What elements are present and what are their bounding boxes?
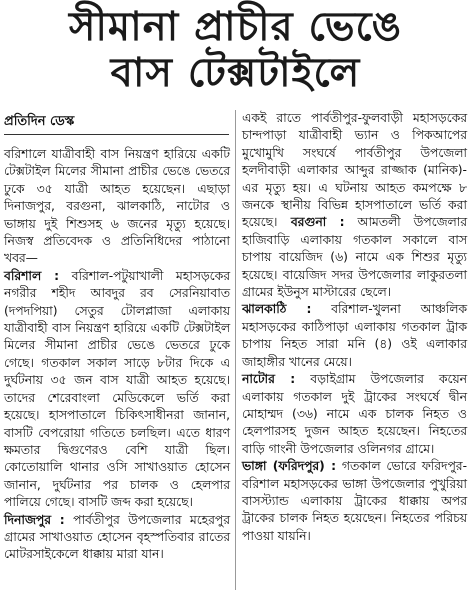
dinajpur-paragraph — [4, 512, 230, 564]
bhanga-text: গতকাল ভোরে ফরিদপুর- বরিশাল মহাসড়কের ভাঙ্গা উপজেলার পুখুরিয়া বাসস্ট্যান্ড এলাকায় ট্রাকের ধাক্কায় অপর ট্রাকের চালক নিহত হয়েছেন। নিহতের পরিচয় পাওয়া যায়নি। — [242, 459, 468, 543]
headline-line-1: সীমানা প্রাচীর ভেঙে — [69, 4, 402, 50]
natore-label: নাটোর : — [242, 372, 296, 387]
headline — [0, 4, 471, 96]
intro-paragraph: বরিশালে যাত্রীবাহী বাস নিয়ন্ত্রণ হারিয়ে একটি টেক্সটাইল মিলের সীমানা প্রাচীর ভেঙে ভেতরে ঢুকে ৩৫ যাত্রী আহত হয়েছেন। এছাড়া দিনাজপুর, বরগুনা, ঝালকাঠি, নাটোর ও ভাঙ্গায় দুই শিশুসহ ৬ জনের মৃত্যু হয়েছে। নিজস্ব প্রতিবেদক ও প্রতিনিধিদের পাঠানো খবর— — [4, 147, 230, 266]
barisal-label: বরিশাল : — [4, 268, 60, 283]
jhalokathi-paragraph — [242, 301, 467, 371]
byline-desk: প্রতিদিন ডেস্ক — [4, 114, 229, 135]
parbatipur-text: একই রাতে পার্বতীপুর-ফুলবাড়ী মহাসড়কের চান্দপাড়া যাত্রীবাহী ভ্যান ও পিকআপের মুখোমুখি সংঘর্ষে পার্বতীপুর উপজেলা হলদীবাড়ী এলাকার আব্দুর রাজ্জাক (মানিক)-এর মৃত্যু হয়। এ ঘটনায় আহত কমপক্ষে ৮ জনকে স্থানীয় বিভিন্ন হাসপাতালে ভর্তি করা হয়েছে। — [242, 111, 467, 230]
column-divider — [235, 110, 236, 590]
column-right — [242, 110, 467, 545]
natore-paragraph — [242, 371, 467, 458]
dinajpur-label: দিনাজপুর : — [4, 512, 65, 527]
bhanga-paragraph — [242, 458, 467, 545]
barisal-paragraph — [4, 268, 230, 512]
parbatipur-paragraph — [242, 110, 467, 301]
column-left — [4, 146, 230, 564]
natore-text: বড়াইগ্রাম উপজেলার কয়েন এলাকায় গতকাল দুই ট্রাকের সংঘর্ষে দ্বীন মোহাম্মদ (৩৬) নামে এক চালক নিহত ও হেলপারসহ দুজন আহত হয়েছেন। নিহতের বাড়ি গাংনী উপজেলার ওলিনগর গ্রামে। — [242, 372, 468, 456]
headline-line-2: বাস টেক্সটাইলে — [110, 50, 361, 96]
barisal-text: বরিশাল-পটুয়াখালী মহাসড়কের নগরীর শহীদ আবদুর রব সেরনিয়াবাত (দপদপিয়া) সেতুর টোলপ্লাজা এলাকায় যাত্রীবাহী বাস নিয়ন্ত্রণ হারিয়ে একটি টেক্সটাইল মিলের সীমানা প্রাচীর ভেঙে ভেতরে ঢুকে গেছে। গতকাল সকাল সাড়ে ৮টার দিকে এ দুর্ঘটনায় ৩৫ জন বাস যাত্রী আহত হয়েছে। তাদের শেরেবাংলা মেডিকেলে ভর্তি করা হয়েছে। হাসপাতালে চিকিৎসাধীনরা জানান, বাসটি বেপরোয়া গতিতে চলছিল। এতে ধারণ ক্ষমতার দ্বিগুণেরও বেশি যাত্রী ছিল। কোতোয়ালি থানার ওসি সাখাওয়াত হোসেন জানান, দুর্ঘটনার পর চালক ও হেলপার পালিয়ে গেছে। বাসটি জব্দ করা হয়েছে। — [4, 268, 230, 510]
barguna-text: আমতলী উপজেলার হাজিবাড়ি এলাকায় গতকাল সকালে বাস চাপায় বায়েজিদ (৬) নামে এক শিশুর মৃত্যু হয়েছে। বায়েজিদ সদর উপজেলার লাকুরতলা গ্রামের ইউনুস মাস্টারের ছেলে। — [242, 215, 467, 300]
bhanga-label: ভাঙ্গা (ফরিদপুর) : — [242, 459, 336, 474]
barguna-label: বরগুনা : — [277, 215, 345, 230]
dinajpur-text: পার্বতীপুর উপজেলার মহেরপুর গ্রামের সাখাওয়াত হোসেন বৃহস্পতিবার রাতের মোটরসাইকেলে ধাক্কায় মারা যান। — [4, 512, 230, 562]
jhalokathi-label: ঝালকাঠি : — [242, 302, 312, 317]
jhalokathi-text: বরিশাল-খুলনা আঞ্চলিক মহাসড়কের কাঠিপাড়া এলাকায় গতকাল ট্রাক চাপায় নিহত সারা মনি (৪) ওই এলাকার জাহাঙ্গীর খানের মেয়ে। — [242, 302, 467, 369]
